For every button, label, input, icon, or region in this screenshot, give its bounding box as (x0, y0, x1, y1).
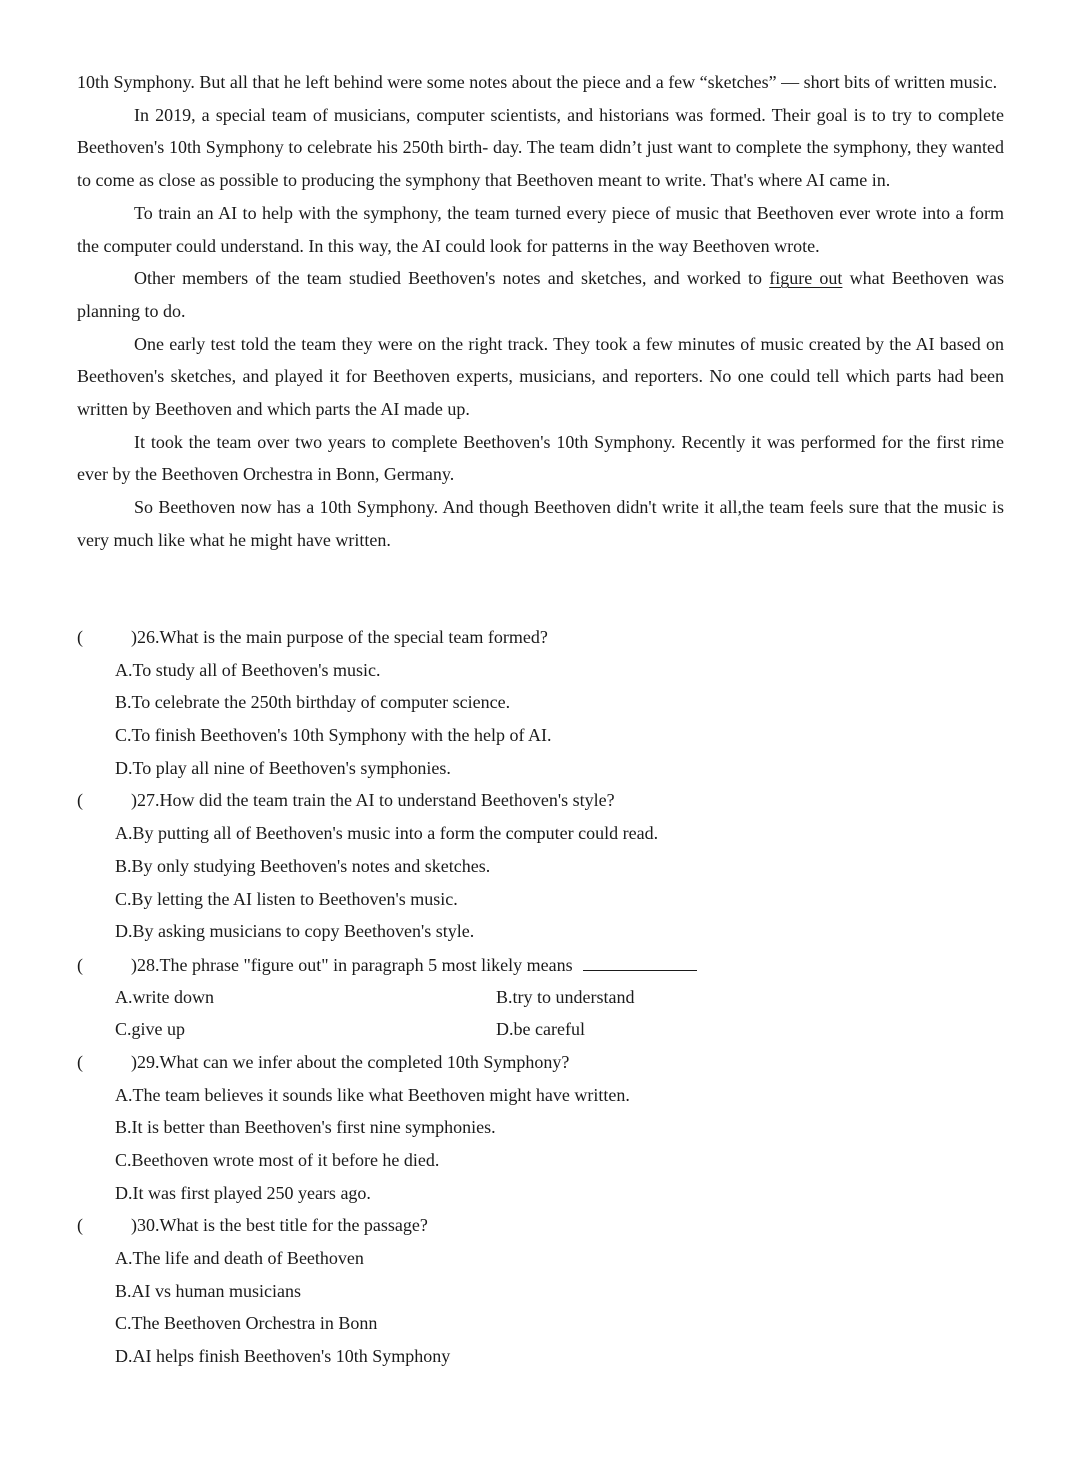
question-stem (77, 1046, 1004, 1079)
question-text: )29.What can we infer about the completed 10th Symphony? (131, 1051, 570, 1072)
underlined-phrase: figure out (769, 268, 843, 289)
passage-paragraph: So Beethoven now has a 10th Symphony. And though Beethoven didn't write it all,the team feels sure that the music is very much like what he might have written. (77, 497, 1004, 550)
paragraph-text: what Beethoven was planning to do. (77, 268, 1004, 321)
paragraph-text: Other members of the team studied Beethoven's notes and sketches, and worked to (134, 268, 770, 289)
answer-blank (583, 948, 697, 971)
answer-option-row (77, 1013, 1004, 1046)
answer-option: D.By asking musicians to copy Beethoven's style. (115, 921, 475, 942)
answer-paren: ( (77, 627, 83, 647)
question-stem (77, 1209, 1004, 1242)
answer-option: A.write down (115, 986, 214, 1007)
answer-option: D.To play all nine of Beethoven's symphonies. (115, 757, 451, 778)
passage-paragraph: It took the team over two years to complete Beethoven's 10th Symphony. Recently it was performed for the first rime ever by the Beethoven Orchestra in Bonn, Germany. (77, 431, 1004, 485)
answer-paren: ( (77, 1215, 83, 1236)
question-text: )28.The phrase "figure out" in paragraph 5 most likely means (131, 954, 573, 975)
answer-option: B.try to understand (496, 986, 635, 1007)
answer-option: B.It is better than Beethoven's first nine symphonies. (115, 1117, 496, 1138)
question-stem (77, 784, 1004, 817)
answer-option: C.By letting the AI listen to Beethoven's music. (115, 888, 458, 909)
answer-paren: ( (77, 954, 83, 975)
answer-option: C.The Beethoven Orchestra in Bonn (115, 1313, 378, 1334)
passage-paragraph (77, 262, 1004, 327)
answer-option: D.It was first played 250 years ago. (115, 1182, 371, 1203)
passage-paragraph: In 2019, a special team of musicians, computer scientists, and historians was formed. Their goal is to try to complete Beethoven's 10th Symphony to celebrate his 250th birth- day. The team didn’t just want to complete the symphony, they wanted to come as close as possible to producing the symphony that Beethoven meant to write. That's where AI came in. (77, 104, 1004, 191)
passage-paragraph: To train an AI to help with the symphony, the team turned every piece of music that Beethoven ever wrote into a form the computer could understand. In this way, the AI could look for patterns in the way Beethoven wrote. (77, 202, 1004, 256)
question-text: )30.What is the best title for the passage? (131, 1215, 428, 1236)
reading-passage (77, 66, 1004, 557)
answer-option: C.give up (115, 1019, 185, 1040)
answer-paren: ( (77, 790, 83, 811)
question-text: )26.What is the main purpose of the special team formed? (131, 627, 548, 647)
answer-option: C.To finish Beethoven's 10th Symphony with the help of AI. (115, 725, 552, 746)
answer-option: B.To celebrate the 250th birthday of computer science. (115, 692, 511, 713)
answer-paren: ( (77, 1051, 83, 1072)
question-stem (77, 621, 1004, 654)
answer-option: B.By only studying Beethoven's notes and sketches. (115, 855, 491, 876)
question-list (77, 621, 1004, 1373)
passage-paragraph: One early test told the team they were on the right track. They took a few minutes of music created by the AI based on Beethoven's sketches, and played it for Beethoven experts, musicians, and reporters. No one could tell which parts had been written by Beethoven and which parts the AI made up. (77, 333, 1004, 420)
answer-option: A.The life and death of Beethoven (115, 1248, 364, 1269)
passage-paragraph: 10th Symphony. But all that he left behind were some notes about the piece and a few “sketches” — short bits of written music. (77, 72, 998, 92)
answer-option: A.By putting all of Beethoven's music into a form the computer could read. (115, 823, 659, 844)
answer-option: A.The team believes it sounds like what Beethoven might have written. (115, 1084, 630, 1105)
question-text: )27.How did the team train the AI to understand Beethoven's style? (131, 790, 615, 811)
answer-option: D.be careful (496, 1019, 585, 1040)
answer-option: A.To study all of Beethoven's music. (115, 659, 381, 680)
answer-option-row (77, 981, 1004, 1014)
question-stem (77, 948, 1004, 981)
answer-option: B.AI vs human musicians (115, 1280, 301, 1301)
answer-option: D.AI helps finish Beethoven's 10th Symphony (115, 1346, 451, 1367)
answer-option: C.Beethoven wrote most of it before he died. (115, 1150, 440, 1170)
